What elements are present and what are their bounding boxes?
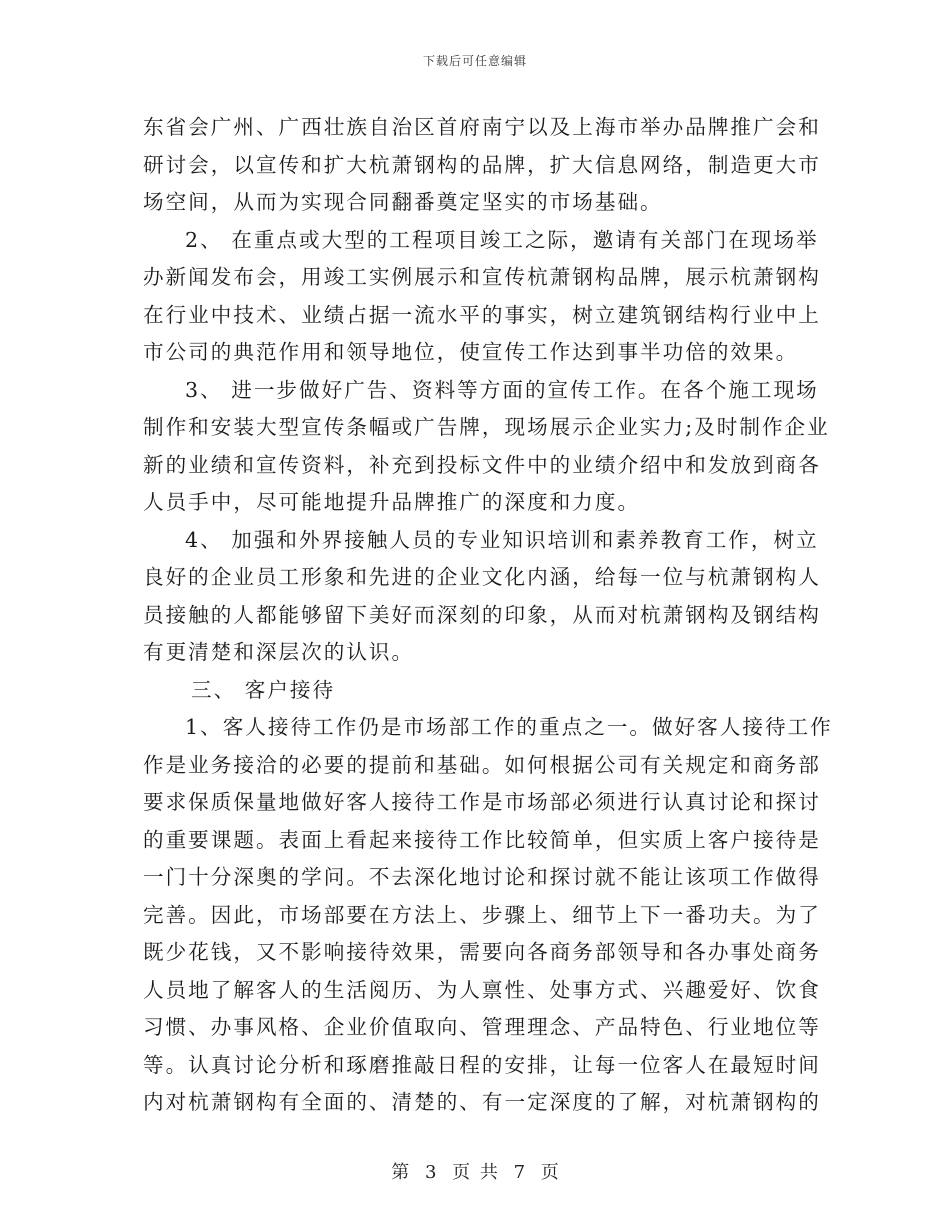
page-footer bbox=[0, 1158, 950, 1184]
text-line: 良好的企业员工形象和先进的企业文化内涵，给每一位与杭萧钢构人 bbox=[143, 565, 821, 589]
text-line: 内对杭萧钢构有全面的、清楚的、有一定深度的了解，对杭萧钢构的 bbox=[143, 1090, 821, 1114]
text-line: 要求保质保量地做好客人接待工作是市场部必须进行认真讨论和探讨 bbox=[143, 790, 821, 814]
footer-suffix: 页 bbox=[540, 1162, 559, 1183]
footer-prefix: 第 bbox=[391, 1162, 410, 1183]
text-line: 新的业绩和宣传资料，补充到投标文件中的业绩介绍中和发放到商各 bbox=[143, 452, 821, 477]
text-line: 制作和安装大型宣传条幅或广告牌，现场展示企业实力;及时制作企业 bbox=[143, 415, 830, 439]
text-line: 作是业务接洽的必要的提前和基础。如何根据公司有关规定和商务部 bbox=[143, 752, 821, 777]
footer-total-pages: 7 bbox=[513, 1162, 526, 1183]
text-line: 有更清楚和深层次的认识。 bbox=[143, 640, 415, 664]
footer-middle: 页 共 bbox=[452, 1162, 498, 1183]
document-body bbox=[143, 109, 833, 1122]
text-line: 场空间，从而为实现合同翻番奠定坚实的市场基础。 bbox=[143, 190, 663, 214]
text-line: 人员地了解客人的生活阅历、为人禀性、处事方式、兴趣爱好、饮食 bbox=[143, 977, 821, 1002]
text-line: 员接触的人都能够留下美好而深刻的印象，从而对杭萧钢构及钢结构 bbox=[143, 602, 821, 627]
text-line: 人员手中，尽可能地提升品牌推广的深度和力度。 bbox=[143, 490, 641, 514]
text-line: 办新闻发布会，用竣工实例展示和宣传杭萧钢构品牌，展示杭萧钢构 bbox=[143, 265, 821, 289]
text-line: 1、客人接待工作仍是市场部工作的重点之一。做好客人接待工作 bbox=[185, 715, 833, 739]
page-header: 下载后可任意编辑 bbox=[422, 54, 527, 68]
footer-page-number: 3 bbox=[424, 1162, 437, 1183]
text-line: 市公司的典范作用和领导地位，使宣传工作达到事半功倍的效果。 bbox=[143, 340, 799, 364]
text-line: 3、 进一步做好广告、资料等方面的宣传工作。在各个施工现场 bbox=[185, 377, 819, 402]
text-line: 4、 加强和外界接触人员的专业知识培训和素养教育工作，树立 bbox=[185, 527, 819, 552]
text-line: 的重要课题。表面上看起来接待工作比较简单，但实质上客户接待是 bbox=[143, 827, 821, 852]
text-line: 2、 在重点或大型的工程项目竣工之际，邀请有关部门在现场举 bbox=[185, 227, 819, 252]
text-line: 三、 客户接待 bbox=[191, 677, 336, 702]
text-line: 研讨会，以宣传和扩大杭萧钢构的品牌，扩大信息网络，制造更大市 bbox=[143, 152, 821, 177]
text-line: 东省会广州、广西壮族自治区首府南宁以及上海市举办品牌推广会和 bbox=[143, 115, 821, 139]
text-line: 在行业中技术、业绩占据一流水平的事实，树立建筑钢结构行业中上 bbox=[143, 302, 821, 327]
text-line: 完善。因此，市场部要在方法上、步骤上、细节上下一番功夫。为了 bbox=[143, 902, 821, 927]
text-line: 习惯、办事风格、企业价值取向、管理理念、产品特色、行业地位等 bbox=[143, 1015, 821, 1039]
text-line: 一门十分深奥的学问。不去深化地讨论和探讨就不能让该项工作做得 bbox=[143, 865, 821, 889]
text-line: 既少花钱，又不影响接待效果，需要向各商务部领导和各办事处商务 bbox=[143, 940, 821, 964]
text-line: 等。认真讨论分析和琢磨推敲日程的安排，让每一位客人在最短时间 bbox=[143, 1052, 821, 1077]
